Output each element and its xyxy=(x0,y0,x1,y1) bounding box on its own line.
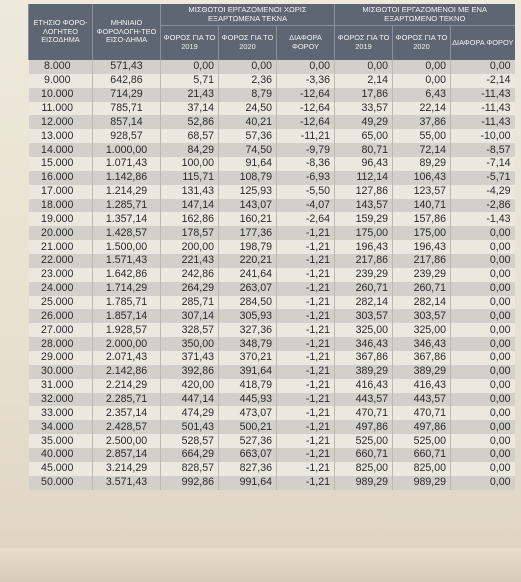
cell-income: 28.000 xyxy=(29,337,93,351)
cell-tax-2020-one-child: 157,86 xyxy=(393,212,451,226)
cell-tax-2020-one-child: 367,86 xyxy=(393,351,451,365)
cell-tax-2020-one-child: 123,57 xyxy=(393,185,451,199)
cell-diff-no-children: -1,21 xyxy=(277,406,335,420)
cell-tax-2019-no-children: 264,29 xyxy=(161,282,219,296)
cell-tax-2020-one-child: 282,14 xyxy=(393,296,451,310)
cell-tax-2019-one-child: 325,00 xyxy=(335,323,393,337)
cell-diff-no-children: -11,21 xyxy=(277,129,335,143)
cell-diff-one-child: -2,86 xyxy=(451,199,515,213)
cell-income: 22.000 xyxy=(29,254,93,268)
cell-tax-2019-no-children: 68,57 xyxy=(161,129,219,143)
cell-tax-2020-no-children: 500,21 xyxy=(219,420,277,434)
cell-income: 10.000 xyxy=(29,88,93,102)
table-row xyxy=(29,393,515,407)
cell-tax-2019-no-children: 828,57 xyxy=(161,462,219,476)
cell-monthly: 642,86 xyxy=(93,74,161,88)
cell-income: 19.000 xyxy=(29,212,93,226)
cell-diff-no-children: -1,21 xyxy=(277,254,335,268)
cell-income: 23.000 xyxy=(29,268,93,282)
cell-diff-no-children: -6,93 xyxy=(277,171,335,185)
header-tax-diff: ΔΙΑΦΟΡΑ ΦΟΡΟΥ xyxy=(277,26,335,61)
cell-tax-2020-one-child: 6,43 xyxy=(393,88,451,102)
cell-diff-one-child: 0,00 xyxy=(451,240,515,254)
cell-monthly: 3.214,29 xyxy=(93,462,161,476)
cell-tax-2019-no-children: 178,57 xyxy=(161,226,219,240)
cell-tax-2020-no-children: 24,50 xyxy=(219,102,277,116)
cell-tax-2020-one-child: 239,29 xyxy=(393,268,451,282)
cell-income: 11.000 xyxy=(29,102,93,116)
header-tax-2019: ΦΟΡΟΣ ΓΙΑ ΤΟ 2019 xyxy=(335,26,393,61)
tax-comparison-table xyxy=(28,4,515,490)
cell-tax-2019-no-children: 420,00 xyxy=(161,379,219,393)
cell-tax-2019-one-child: 17,86 xyxy=(335,88,393,102)
cell-income: 29.000 xyxy=(29,351,93,365)
cell-tax-2020-no-children: 57,36 xyxy=(219,129,277,143)
cell-diff-one-child: 0,00 xyxy=(451,282,515,296)
cell-income: 40.000 xyxy=(29,448,93,462)
cell-tax-2020-no-children: 0,00 xyxy=(219,60,277,74)
cell-monthly: 785,71 xyxy=(93,102,161,116)
cell-tax-2020-one-child: 175,00 xyxy=(393,226,451,240)
cell-tax-2020-no-children: 160,21 xyxy=(219,212,277,226)
cell-tax-2020-one-child: 196,43 xyxy=(393,240,451,254)
page-bottom-margin xyxy=(0,548,521,582)
cell-tax-2019-one-child: 159,29 xyxy=(335,212,393,226)
cell-tax-2020-no-children: 527,36 xyxy=(219,434,277,448)
cell-tax-2019-one-child: 2,14 xyxy=(335,74,393,88)
cell-tax-2019-no-children: 0,00 xyxy=(161,60,219,74)
cell-tax-2019-no-children: 474,29 xyxy=(161,406,219,420)
cell-tax-2020-one-child: 470,71 xyxy=(393,406,451,420)
cell-monthly: 1.642,86 xyxy=(93,268,161,282)
cell-diff-no-children: -12,64 xyxy=(277,88,335,102)
header-tax-diff: ΔΙΑΦΟΡΑ ΦΟΡΟΥ xyxy=(451,26,515,61)
cell-diff-no-children: -1,21 xyxy=(277,282,335,296)
cell-income: 15.000 xyxy=(29,157,93,171)
cell-tax-2019-one-child: 196,43 xyxy=(335,240,393,254)
table-row xyxy=(29,365,515,379)
cell-tax-2019-one-child: 49,29 xyxy=(335,115,393,129)
cell-diff-no-children: -1,21 xyxy=(277,268,335,282)
cell-tax-2019-one-child: 65,00 xyxy=(335,129,393,143)
cell-tax-2020-no-children: 327,36 xyxy=(219,323,277,337)
cell-diff-one-child: -7,14 xyxy=(451,157,515,171)
cell-monthly: 3.571,43 xyxy=(93,476,161,490)
cell-tax-2020-one-child: 497,86 xyxy=(393,420,451,434)
cell-monthly: 2.428,57 xyxy=(93,420,161,434)
cell-income: 25.000 xyxy=(29,296,93,310)
cell-income: 30.000 xyxy=(29,365,93,379)
cell-diff-one-child: -4,29 xyxy=(451,185,515,199)
cell-income: 13.000 xyxy=(29,129,93,143)
cell-diff-one-child: 0,00 xyxy=(451,379,515,393)
cell-income: 20.000 xyxy=(29,226,93,240)
cell-income: 16.000 xyxy=(29,171,93,185)
cell-diff-no-children: -12,64 xyxy=(277,102,335,116)
cell-tax-2019-one-child: 989,29 xyxy=(335,476,393,490)
cell-tax-2019-no-children: 371,43 xyxy=(161,351,219,365)
cell-tax-2019-one-child: 660,71 xyxy=(335,448,393,462)
cell-tax-2020-no-children: 2,36 xyxy=(219,74,277,88)
cell-diff-one-child: 0,00 xyxy=(451,337,515,351)
cell-tax-2020-no-children: 8,79 xyxy=(219,88,277,102)
cell-diff-one-child: 0,00 xyxy=(451,309,515,323)
table-row xyxy=(29,379,515,393)
table-row xyxy=(29,129,515,143)
table-body xyxy=(29,60,515,490)
cell-tax-2020-one-child: 346,43 xyxy=(393,337,451,351)
table-row xyxy=(29,212,515,226)
table-row xyxy=(29,406,515,420)
cell-tax-2020-one-child: 55,00 xyxy=(393,129,451,143)
cell-monthly: 1.785,71 xyxy=(93,296,161,310)
cell-diff-no-children: -9,79 xyxy=(277,143,335,157)
cell-diff-no-children: -5,50 xyxy=(277,185,335,199)
cell-tax-2019-no-children: 131,43 xyxy=(161,185,219,199)
cell-tax-2020-one-child: 217,86 xyxy=(393,254,451,268)
cell-tax-2020-one-child: 525,00 xyxy=(393,434,451,448)
header-income: ΕΤΗΣΙΟ ΦΟΡΟ-ΛΟΓΗΤΕΟ ΕΙΣΟΔΗΜΑ xyxy=(29,4,93,60)
table-row xyxy=(29,420,515,434)
cell-diff-one-child: -2,14 xyxy=(451,74,515,88)
table-row xyxy=(29,226,515,240)
cell-diff-one-child: 0,00 xyxy=(451,393,515,407)
cell-diff-no-children: -1,21 xyxy=(277,240,335,254)
cell-diff-one-child: 0,00 xyxy=(451,323,515,337)
cell-tax-2020-no-children: 263,07 xyxy=(219,282,277,296)
cell-tax-2019-no-children: 52,86 xyxy=(161,115,219,129)
cell-tax-2019-no-children: 100,00 xyxy=(161,157,219,171)
cell-diff-one-child: -5,71 xyxy=(451,171,515,185)
header-tax-2020: ΦΟΡΟΣ ΓΙΑ ΤΟ 2020 xyxy=(219,26,277,61)
cell-diff-no-children: -1,21 xyxy=(277,365,335,379)
cell-tax-2019-one-child: 96,43 xyxy=(335,157,393,171)
cell-income: 26.000 xyxy=(29,309,93,323)
header-tax-2019: ΦΟΡΟΣ ΓΙΑ ΤΟ 2019 xyxy=(161,26,219,61)
cell-diff-no-children: 0,00 xyxy=(277,60,335,74)
cell-monthly: 1.214,29 xyxy=(93,185,161,199)
cell-tax-2020-one-child: 825,00 xyxy=(393,462,451,476)
cell-diff-one-child: 0,00 xyxy=(451,60,515,74)
cell-tax-2019-no-children: 84,29 xyxy=(161,143,219,157)
table-row xyxy=(29,462,515,476)
cell-tax-2019-no-children: 37,14 xyxy=(161,102,219,116)
cell-diff-one-child: 0,00 xyxy=(451,365,515,379)
cell-tax-2020-one-child: 72,14 xyxy=(393,143,451,157)
cell-income: 18.000 xyxy=(29,199,93,213)
cell-income: 34.000 xyxy=(29,420,93,434)
cell-income: 31.000 xyxy=(29,379,93,393)
cell-tax-2020-no-children: 198,79 xyxy=(219,240,277,254)
cell-monthly: 714,29 xyxy=(93,88,161,102)
cell-diff-no-children: -1,21 xyxy=(277,420,335,434)
cell-tax-2020-no-children: 991,64 xyxy=(219,476,277,490)
table-row xyxy=(29,143,515,157)
cell-tax-2019-no-children: 350,00 xyxy=(161,337,219,351)
cell-tax-2019-one-child: 367,86 xyxy=(335,351,393,365)
cell-tax-2019-no-children: 392,86 xyxy=(161,365,219,379)
cell-tax-2019-one-child: 525,00 xyxy=(335,434,393,448)
cell-tax-2020-no-children: 370,21 xyxy=(219,351,277,365)
table-row xyxy=(29,351,515,365)
cell-income: 27.000 xyxy=(29,323,93,337)
cell-tax-2019-one-child: 33,57 xyxy=(335,102,393,116)
cell-diff-no-children: -1,21 xyxy=(277,226,335,240)
cell-tax-2019-one-child: 217,86 xyxy=(335,254,393,268)
cell-diff-no-children: -1,21 xyxy=(277,296,335,310)
table-row xyxy=(29,434,515,448)
cell-tax-2019-no-children: 21,43 xyxy=(161,88,219,102)
cell-tax-2019-no-children: 147,14 xyxy=(161,199,219,213)
table-row xyxy=(29,157,515,171)
cell-diff-no-children: -1,21 xyxy=(277,379,335,393)
cell-tax-2020-no-children: 445,93 xyxy=(219,393,277,407)
cell-tax-2019-one-child: 303,57 xyxy=(335,309,393,323)
cell-diff-one-child: 0,00 xyxy=(451,351,515,365)
cell-monthly: 2.142,86 xyxy=(93,365,161,379)
table-row xyxy=(29,309,515,323)
cell-tax-2019-no-children: 664,29 xyxy=(161,448,219,462)
cell-tax-2019-no-children: 528,57 xyxy=(161,434,219,448)
cell-income: 24.000 xyxy=(29,282,93,296)
cell-diff-one-child: 0,00 xyxy=(451,420,515,434)
cell-diff-no-children: -1,21 xyxy=(277,448,335,462)
cell-tax-2019-no-children: 200,00 xyxy=(161,240,219,254)
cell-diff-no-children: -1,21 xyxy=(277,476,335,490)
cell-tax-2019-one-child: 497,86 xyxy=(335,420,393,434)
cell-income: 35.000 xyxy=(29,434,93,448)
cell-monthly: 1.357,14 xyxy=(93,212,161,226)
cell-tax-2020-no-children: 108,79 xyxy=(219,171,277,185)
table-row xyxy=(29,448,515,462)
cell-diff-one-child: -11,43 xyxy=(451,88,515,102)
cell-tax-2020-one-child: 303,57 xyxy=(393,309,451,323)
cell-tax-2020-one-child: 89,29 xyxy=(393,157,451,171)
cell-income: 32.000 xyxy=(29,393,93,407)
cell-monthly: 1.000,00 xyxy=(93,143,161,157)
cell-diff-no-children: -1,21 xyxy=(277,462,335,476)
header-group-no-children: ΜΙΣΘΩΤΟΙ ΕΡΓΑΖΟΜΕΝΟΙ ΧΩΡΙΣ ΕΞΑΡΤΩΜΕΝΑ ΤΕΚΝΑ xyxy=(161,4,335,26)
cell-tax-2019-one-child: 443,57 xyxy=(335,393,393,407)
cell-tax-2019-one-child: 416,43 xyxy=(335,379,393,393)
header-tax-2020: ΦΟΡΟΣ ΓΙΑ ΤΟ 2020 xyxy=(393,26,451,61)
cell-monthly: 2.500,00 xyxy=(93,434,161,448)
cell-monthly: 928,57 xyxy=(93,129,161,143)
cell-tax-2020-one-child: 325,00 xyxy=(393,323,451,337)
cell-tax-2020-no-children: 391,64 xyxy=(219,365,277,379)
cell-monthly: 1.714,29 xyxy=(93,282,161,296)
cell-tax-2020-no-children: 348,79 xyxy=(219,337,277,351)
cell-tax-2020-no-children: 220,21 xyxy=(219,254,277,268)
cell-tax-2020-no-children: 125,93 xyxy=(219,185,277,199)
cell-tax-2019-one-child: 112,14 xyxy=(335,171,393,185)
cell-income: 45.000 xyxy=(29,462,93,476)
cell-tax-2019-no-children: 115,71 xyxy=(161,171,219,185)
cell-monthly: 2.357,14 xyxy=(93,406,161,420)
cell-tax-2019-no-children: 242,86 xyxy=(161,268,219,282)
cell-tax-2020-no-children: 91,64 xyxy=(219,157,277,171)
cell-tax-2019-one-child: 346,43 xyxy=(335,337,393,351)
cell-tax-2020-one-child: 140,71 xyxy=(393,199,451,213)
table-row xyxy=(29,254,515,268)
cell-diff-one-child: -8,57 xyxy=(451,143,515,157)
cell-tax-2019-no-children: 5,71 xyxy=(161,74,219,88)
cell-tax-2020-no-children: 284,50 xyxy=(219,296,277,310)
cell-diff-no-children: -1,21 xyxy=(277,351,335,365)
cell-diff-no-children: -1,21 xyxy=(277,337,335,351)
cell-tax-2020-one-child: 0,00 xyxy=(393,60,451,74)
cell-tax-2020-no-children: 40,21 xyxy=(219,115,277,129)
cell-diff-one-child: 0,00 xyxy=(451,406,515,420)
table-header xyxy=(29,4,515,60)
table-row xyxy=(29,102,515,116)
cell-diff-one-child: -11,43 xyxy=(451,115,515,129)
cell-monthly: 1.928,57 xyxy=(93,323,161,337)
cell-monthly: 2.285,71 xyxy=(93,393,161,407)
cell-diff-one-child: -1,43 xyxy=(451,212,515,226)
cell-tax-2019-one-child: 143,57 xyxy=(335,199,393,213)
cell-income: 9.000 xyxy=(29,74,93,88)
cell-diff-no-children: -1,21 xyxy=(277,393,335,407)
cell-monthly: 1.071,43 xyxy=(93,157,161,171)
cell-monthly: 2.000,00 xyxy=(93,337,161,351)
table-row xyxy=(29,88,515,102)
cell-monthly: 2.214,29 xyxy=(93,379,161,393)
table-row xyxy=(29,268,515,282)
table-row xyxy=(29,185,515,199)
cell-tax-2020-no-children: 827,36 xyxy=(219,462,277,476)
cell-tax-2019-one-child: 127,86 xyxy=(335,185,393,199)
table-row xyxy=(29,296,515,310)
cell-diff-one-child: 0,00 xyxy=(451,268,515,282)
cell-tax-2020-no-children: 663,07 xyxy=(219,448,277,462)
cell-monthly: 571,43 xyxy=(93,60,161,74)
table-row xyxy=(29,171,515,185)
cell-monthly: 1.142,86 xyxy=(93,171,161,185)
cell-diff-no-children: -2,64 xyxy=(277,212,335,226)
table-row xyxy=(29,74,515,88)
cell-diff-no-children: -8,36 xyxy=(277,157,335,171)
cell-income: 21.000 xyxy=(29,240,93,254)
table-row xyxy=(29,199,515,213)
cell-diff-no-children: -1,21 xyxy=(277,323,335,337)
cell-diff-one-child: 0,00 xyxy=(451,448,515,462)
cell-tax-2020-one-child: 389,29 xyxy=(393,365,451,379)
cell-diff-no-children: -1,21 xyxy=(277,309,335,323)
cell-tax-2019-no-children: 221,43 xyxy=(161,254,219,268)
cell-tax-2020-no-children: 305,93 xyxy=(219,309,277,323)
cell-income: 33.000 xyxy=(29,406,93,420)
cell-income: 14.000 xyxy=(29,143,93,157)
cell-tax-2020-one-child: 443,57 xyxy=(393,393,451,407)
cell-monthly: 1.285,71 xyxy=(93,199,161,213)
cell-monthly: 2.071,43 xyxy=(93,351,161,365)
cell-tax-2020-one-child: 260,71 xyxy=(393,282,451,296)
cell-monthly: 2.857,14 xyxy=(93,448,161,462)
cell-diff-no-children: -4,07 xyxy=(277,199,335,213)
cell-tax-2020-one-child: 989,29 xyxy=(393,476,451,490)
cell-diff-one-child: 0,00 xyxy=(451,462,515,476)
cell-tax-2019-one-child: 282,14 xyxy=(335,296,393,310)
cell-tax-2019-one-child: 470,71 xyxy=(335,406,393,420)
cell-tax-2019-one-child: 0,00 xyxy=(335,60,393,74)
cell-diff-one-child: 0,00 xyxy=(451,434,515,448)
cell-diff-one-child: 0,00 xyxy=(451,296,515,310)
header-group-one-child: ΜΙΣΘΩΤΟΙ ΕΡΓΑΖΟΜΕΝΟΙ ΜΕ ΕΝΑ ΕΞΑΡΤΩΜΕΝΟ ΤΕΚΝΟ xyxy=(335,4,515,26)
cell-monthly: 1.571,43 xyxy=(93,254,161,268)
cell-diff-one-child: 0,00 xyxy=(451,226,515,240)
cell-tax-2019-no-children: 307,14 xyxy=(161,309,219,323)
cell-tax-2019-no-children: 992,86 xyxy=(161,476,219,490)
cell-tax-2019-no-children: 501,43 xyxy=(161,420,219,434)
cell-diff-one-child: 0,00 xyxy=(451,476,515,490)
cell-monthly: 1.500,00 xyxy=(93,240,161,254)
cell-tax-2020-no-children: 418,79 xyxy=(219,379,277,393)
cell-tax-2019-one-child: 389,29 xyxy=(335,365,393,379)
cell-tax-2019-no-children: 285,71 xyxy=(161,296,219,310)
cell-tax-2019-one-child: 175,00 xyxy=(335,226,393,240)
cell-tax-2020-one-child: 22,14 xyxy=(393,102,451,116)
table-row xyxy=(29,60,515,74)
cell-tax-2020-one-child: 660,71 xyxy=(393,448,451,462)
cell-diff-one-child: 0,00 xyxy=(451,254,515,268)
cell-tax-2019-no-children: 162,86 xyxy=(161,212,219,226)
cell-diff-no-children: -3,36 xyxy=(277,74,335,88)
table-row xyxy=(29,115,515,129)
table-row xyxy=(29,240,515,254)
cell-diff-no-children: -1,21 xyxy=(277,434,335,448)
cell-monthly: 1.428,57 xyxy=(93,226,161,240)
cell-diff-no-children: -12,64 xyxy=(277,115,335,129)
header-monthly: ΜΗΝΙΑΙΟ ΦΟΡΟΛΟΓΗ-ΤΕΟ ΕΙΣΟ-ΔΗΜΑ xyxy=(93,4,161,60)
cell-income: 50.000 xyxy=(29,476,93,490)
cell-tax-2020-no-children: 241,64 xyxy=(219,268,277,282)
table-row xyxy=(29,323,515,337)
cell-tax-2019-one-child: 80,71 xyxy=(335,143,393,157)
cell-tax-2020-no-children: 74,50 xyxy=(219,143,277,157)
cell-income: 8.000 xyxy=(29,60,93,74)
cell-monthly: 1.857,14 xyxy=(93,309,161,323)
cell-income: 17.000 xyxy=(29,185,93,199)
cell-tax-2020-one-child: 106,43 xyxy=(393,171,451,185)
table-row xyxy=(29,476,515,490)
cell-tax-2019-one-child: 260,71 xyxy=(335,282,393,296)
cell-monthly: 857,14 xyxy=(93,115,161,129)
table-row xyxy=(29,337,515,351)
cell-tax-2020-one-child: 0,00 xyxy=(393,74,451,88)
cell-income: 12.000 xyxy=(29,115,93,129)
cell-tax-2020-no-children: 473,07 xyxy=(219,406,277,420)
cell-diff-one-child: -11,43 xyxy=(451,102,515,116)
cell-tax-2019-no-children: 447,14 xyxy=(161,393,219,407)
cell-tax-2019-one-child: 239,29 xyxy=(335,268,393,282)
cell-tax-2020-one-child: 37,86 xyxy=(393,115,451,129)
table-row xyxy=(29,282,515,296)
cell-tax-2020-no-children: 177,36 xyxy=(219,226,277,240)
cell-diff-one-child: -10,00 xyxy=(451,129,515,143)
cell-tax-2019-no-children: 328,57 xyxy=(161,323,219,337)
cell-tax-2020-no-children: 143,07 xyxy=(219,199,277,213)
cell-tax-2020-one-child: 416,43 xyxy=(393,379,451,393)
cell-tax-2019-one-child: 825,00 xyxy=(335,462,393,476)
